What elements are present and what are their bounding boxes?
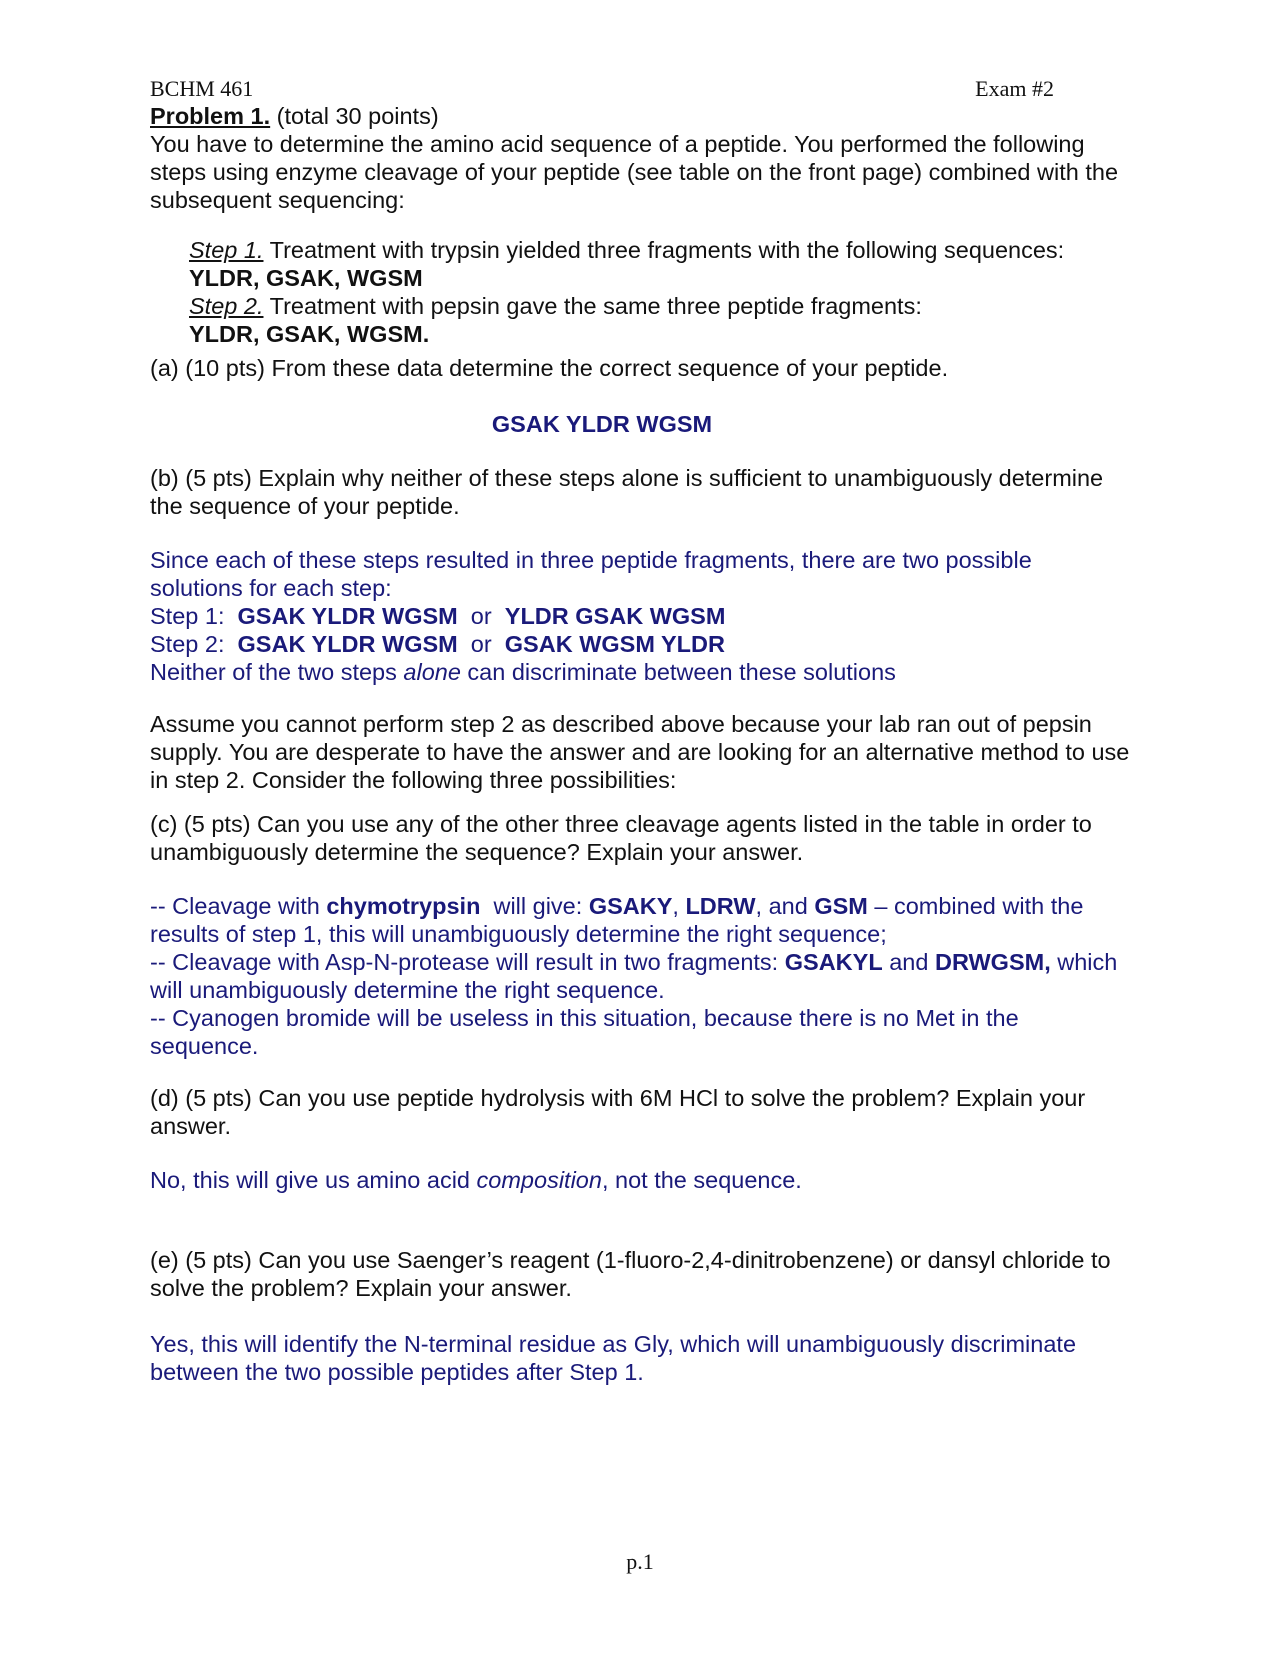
step1-text: Treatment with trypsin yielded three fragments with the following sequences: [263,237,1065,263]
answer-c [150,892,1130,1060]
problem-heading [150,102,1130,130]
answer-b-step1: Step 1: GSAK YLDR WGSM or YLDR GSAK WGSM [150,603,726,629]
answer-c-asp-n: -- Cleavage with Asp-N-protease will result in two fragments: GSAKYL and DRWGSM, which will unambiguously determine the right sequence. [150,949,1118,1003]
question-c: (c) (5 pts) Can you use any of the other three cleavage agents listed in the table in order to unambiguously determine the sequence? Explain your answer. [150,811,1092,865]
answer-a: GSAK YLDR WGSM [491,411,713,437]
step1-fragments: YLDR, GSAK, WGSM [189,265,423,291]
question-d: (d) (5 pts) Can you use peptide hydrolysis with 6M HCl to solve the problem? Explain your answer. [150,1085,1086,1139]
exam-page [150,0,1130,1656]
answer-b [150,546,1130,686]
question-e: (e) (5 pts) Can you use Saenger’s reagent (1-fluoro-2,4-dinitrobenzene) or dansyl chloride to solve the problem? Explain your answer. [150,1247,1111,1301]
answer-d: No, this will give us amino acid composition, not the sequence. [150,1167,802,1193]
step1-label: Step 1. [189,237,264,263]
answer-b-conclusion: Neither of the two steps alone can discriminate between these solutions [150,659,896,685]
exam-number: Exam #2 [975,76,1054,101]
page-header [150,76,1054,102]
problem-title: Problem 1. [150,103,271,129]
step2-text: Treatment with pepsin gave the same three peptide fragments: [263,293,922,319]
assumption-text: Assume you cannot perform step 2 as described above because your lab ran out of pepsin supply. You are desperate to have the answer and are looking for an alternative method to use in step 2. Consider the following three possibilities: [150,711,1130,793]
problem-points: (total 30 points) [270,103,439,129]
question-a: (a) (10 pts) From these data determine the correct sequence of your peptide. [150,355,949,381]
answer-c-cyanogen: -- Cyanogen bromide will be useless in this situation, because there is no Met in the sequence. [150,1005,1019,1059]
step2-label: Step 2. [189,293,264,319]
step-list [150,236,1169,348]
step2-fragments: YLDR, GSAK, WGSM. [189,321,430,347]
step1-line [189,236,1169,264]
answer-b-step2: Step 2: GSAK YLDR WGSM or GSAK WGSM YLDR [150,631,725,657]
answer-e: Yes, this will identify the N-terminal residue as Gly, which will unambiguously discriminate between the two possible peptides after Step 1. [150,1331,1077,1385]
page-number: p.1 [626,1549,654,1574]
answer-b-intro: Since each of these steps resulted in three peptide fragments, there are two possible solutions for each step: [150,547,1032,601]
question-b: (b) (5 pts) Explain why neither of these steps alone is sufficient to unambiguously determine the sequence of your peptide. [150,465,1104,519]
problem-intro: You have to determine the amino acid sequence of a peptide. You performed the following steps using enzyme cleavage of your peptide (see table on the front page) combined with the subsequent sequencing: [150,131,1119,213]
course-code: BCHM 461 [150,76,254,101]
step2-line [189,292,1169,320]
answer-c-chymotrypsin: -- Cleavage with chymotrypsin will give: GSAKY, LDRW, and GSM – combined with the results of step 1, this will unambiguously determine the right sequence; [150,893,1090,947]
